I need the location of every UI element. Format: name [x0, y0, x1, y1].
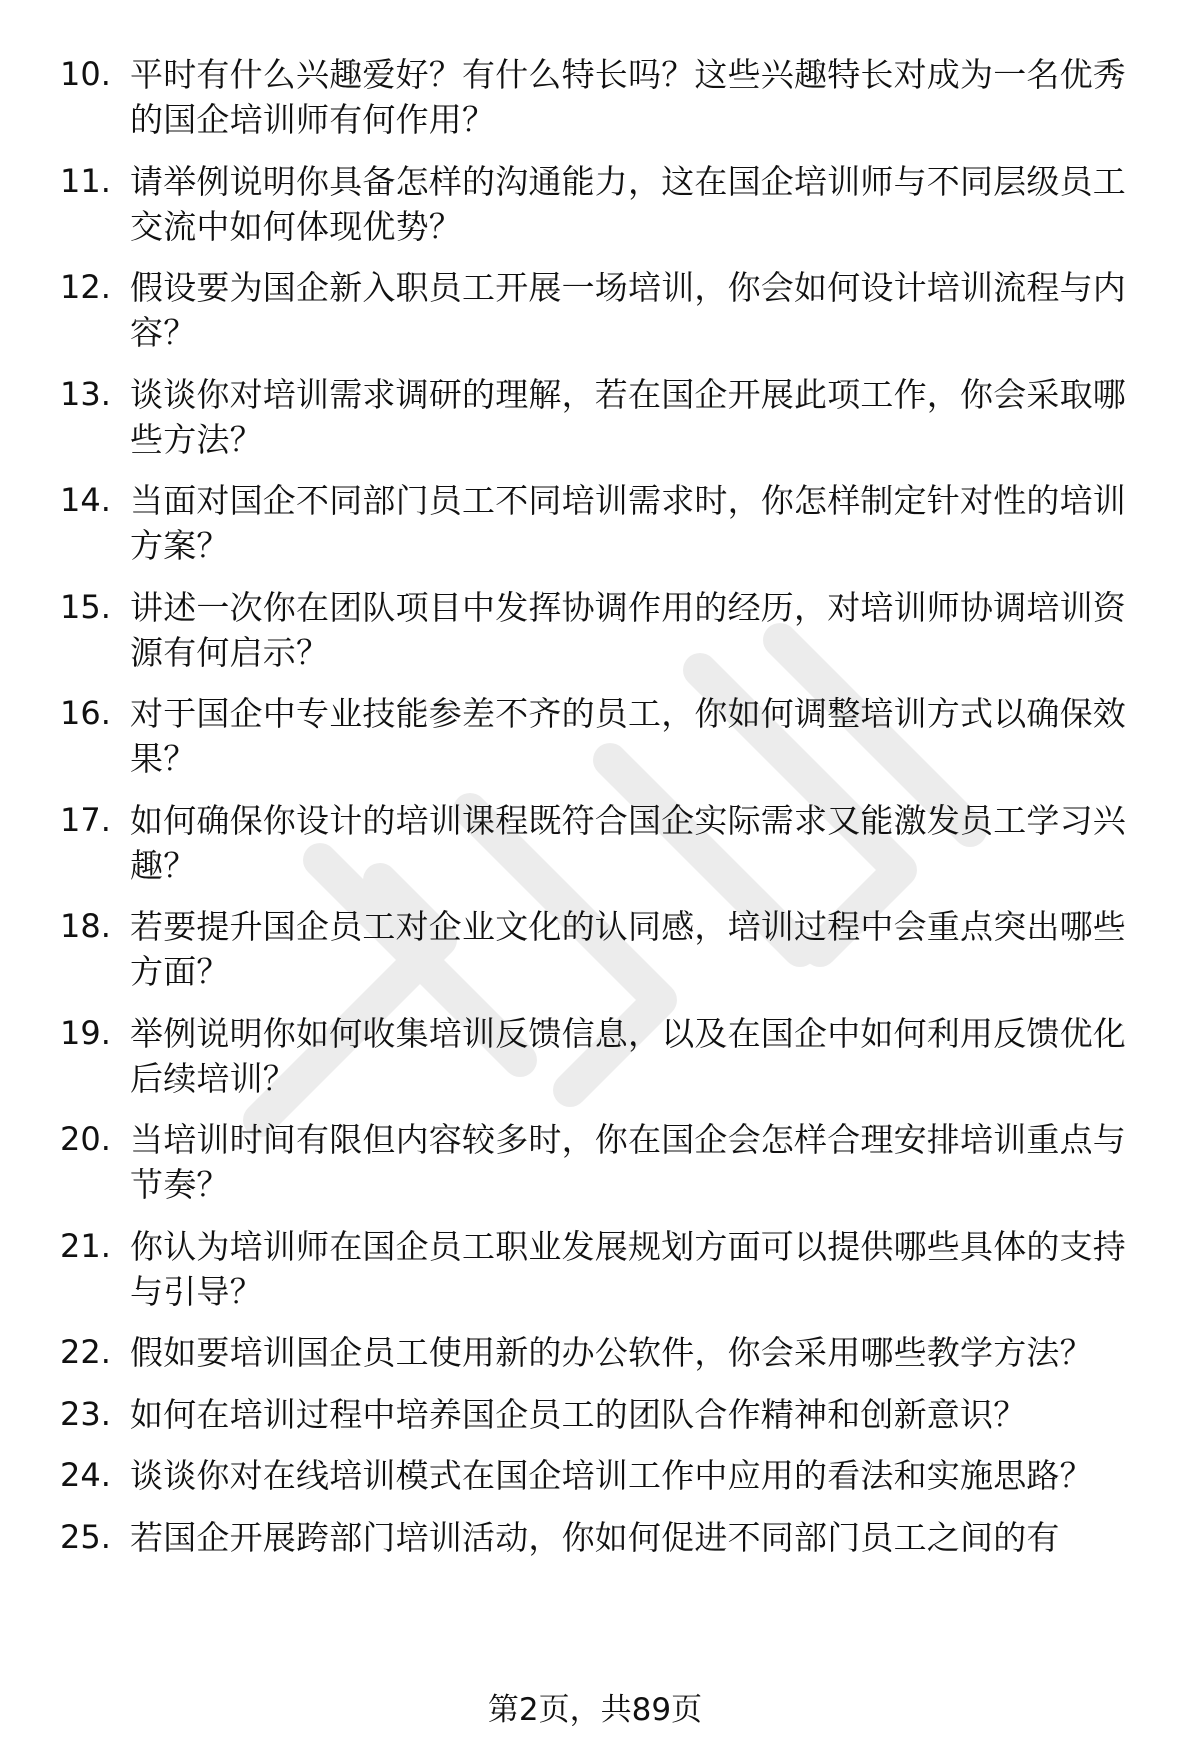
question-list	[60, 52, 1150, 1576]
question-number: 11.	[60, 161, 111, 200]
question-item	[60, 585, 1150, 675]
question-number: 24.	[60, 1456, 111, 1494]
page-footer: 第2页，共89页	[487, 1692, 703, 1728]
question-item	[60, 904, 1150, 994]
question-number: 22.	[60, 1333, 111, 1371]
question-text: 如何确保你设计的培训课程既符合国企实际需求又能激发员工学习兴趣？	[130, 800, 1126, 885]
question-text: 举例说明你如何收集培训反馈信息，以及在国企中如何利用反馈优化后续培训？	[130, 1013, 1126, 1098]
question-number: 12.	[60, 268, 111, 306]
question-item	[60, 1453, 1150, 1498]
question-item	[60, 1392, 1150, 1437]
question-item	[60, 1515, 1150, 1560]
question-text: 若要提升国企员工对企业文化的认同感，培训过程中会重点突出哪些方面？	[130, 907, 1126, 991]
question-item	[60, 1330, 1150, 1375]
question-text: 若国企开展跨部门培训活动，你如何促进不同部门员工之间的有	[130, 1517, 1060, 1557]
question-text: 平时有什么兴趣爱好？有什么特长吗？这些兴趣特长对成为一名优秀的国企培训师有何作用？	[130, 55, 1126, 139]
question-number: 14.	[60, 481, 111, 519]
question-item	[60, 52, 1150, 142]
question-number: 21.	[60, 1226, 111, 1265]
question-item	[60, 1224, 1150, 1314]
question-item	[60, 478, 1150, 568]
question-item	[60, 691, 1150, 781]
question-text: 对于国企中专业技能参差不齐的员工，你如何调整培训方式以确保效果？	[130, 694, 1126, 778]
question-number: 17.	[60, 800, 111, 839]
question-text: 假如要培训国企员工使用新的办公软件，你会采用哪些教学方法？	[130, 1333, 1093, 1372]
question-item	[60, 1011, 1150, 1101]
question-item	[60, 372, 1150, 462]
question-item	[60, 159, 1150, 249]
question-text: 你认为培训师在国企员工职业发展规划方面可以提供哪些具体的支持与引导？	[130, 1226, 1126, 1311]
question-text: 讲述一次你在团队项目中发挥协调作用的经历，对培训师协调培训资源有何启示？	[130, 587, 1126, 672]
question-text: 假设要为国企新入职员工开展一场培训，你会如何设计培训流程与内容？	[130, 268, 1126, 352]
question-text: 谈谈你对培训需求调研的理解，若在国企开展此项工作，你会采取哪些方法？	[130, 374, 1126, 459]
question-text: 当面对国企不同部门员工不同培训需求时，你怎样制定针对性的培训方案？	[130, 481, 1126, 565]
question-number: 13.	[60, 374, 111, 413]
question-item	[60, 1117, 1150, 1207]
question-number: 10.	[60, 55, 111, 93]
question-text: 如何在培训过程中培养国企员工的团队合作精神和创新意识？	[130, 1394, 1027, 1434]
question-number: 23.	[60, 1394, 111, 1433]
question-item	[60, 265, 1150, 355]
question-number: 18.	[60, 907, 111, 945]
question-number: 16.	[60, 694, 111, 732]
question-text: 当培训时间有限但内容较多时，你在国企会怎样合理安排培训重点与节奏？	[130, 1120, 1126, 1204]
question-number: 15.	[60, 587, 111, 626]
question-number: 20.	[60, 1120, 111, 1158]
question-text: 请举例说明你具备怎样的沟通能力，这在国企培训师与不同层级员工交流中如何体现优势？	[130, 161, 1126, 246]
question-item	[60, 798, 1150, 888]
question-number: 25.	[60, 1517, 111, 1556]
question-number: 19.	[60, 1013, 111, 1052]
question-text: 谈谈你对在线培训模式在国企培训工作中应用的看法和实施思路？	[130, 1456, 1093, 1495]
